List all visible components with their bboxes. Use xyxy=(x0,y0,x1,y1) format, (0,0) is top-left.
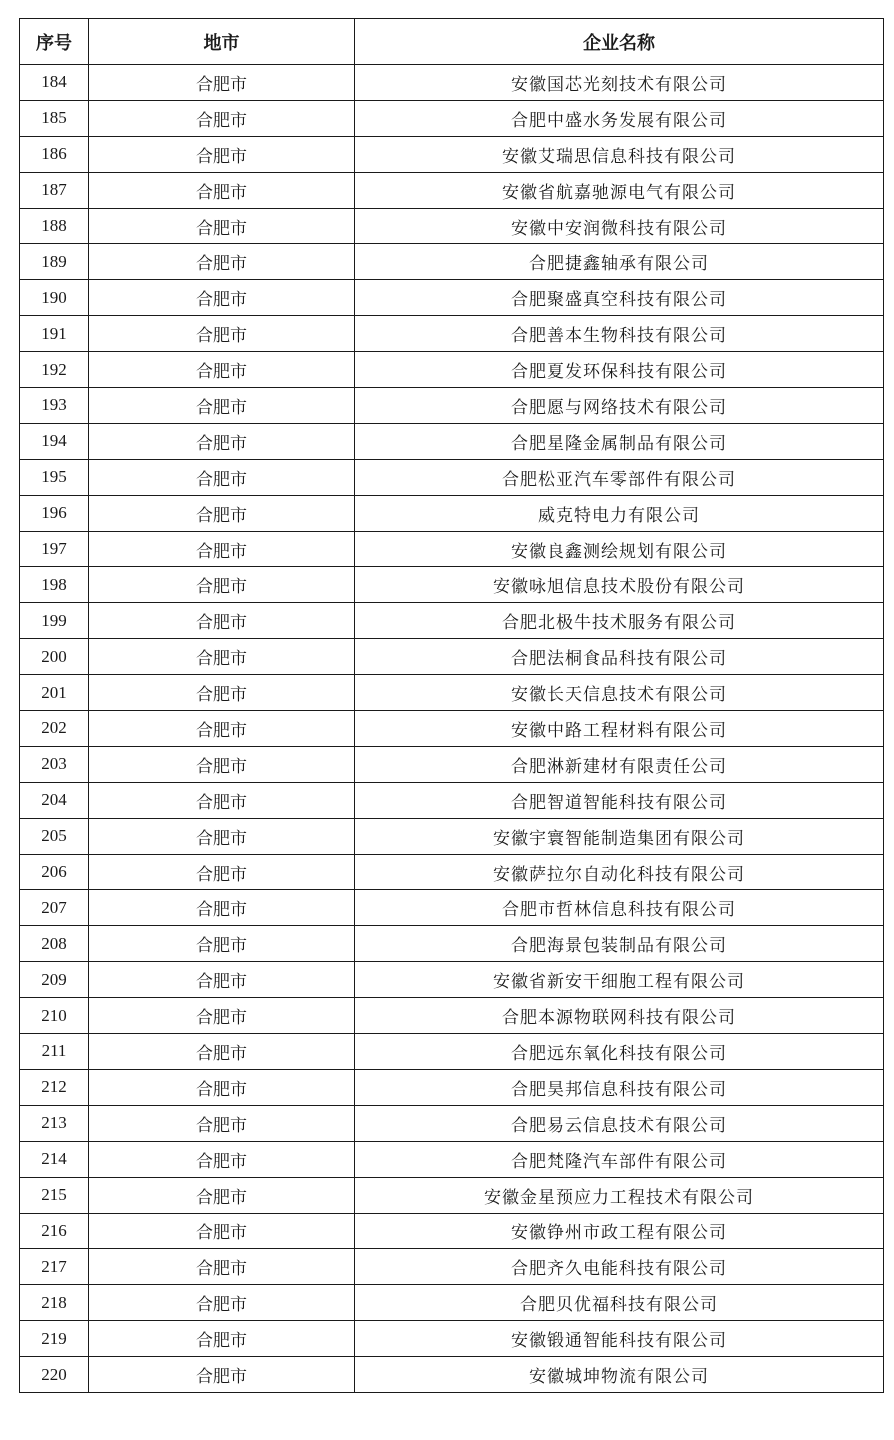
serial-number-cell: 191 xyxy=(20,316,89,352)
table-row xyxy=(20,388,884,424)
company-name-cell: 合肥智道智能科技有限公司 xyxy=(355,782,884,818)
company-name-cell: 合肥捷鑫轴承有限公司 xyxy=(355,244,884,280)
company-name-cell: 合肥善本生物科技有限公司 xyxy=(355,316,884,352)
company-name-cell: 合肥齐久电能科技有限公司 xyxy=(355,1249,884,1285)
serial-number-cell: 195 xyxy=(20,459,89,495)
company-name-cell: 合肥海景包装制品有限公司 xyxy=(355,926,884,962)
company-name-cell: 安徽中安润微科技有限公司 xyxy=(355,208,884,244)
table-row xyxy=(20,567,884,603)
serial-number-cell: 206 xyxy=(20,854,89,890)
company-name-cell: 合肥昊邦信息科技有限公司 xyxy=(355,1069,884,1105)
serial-number-cell: 203 xyxy=(20,746,89,782)
company-name-cell: 安徽中路工程材料有限公司 xyxy=(355,711,884,747)
city-cell: 合肥市 xyxy=(89,603,355,639)
table-row xyxy=(20,459,884,495)
serial-number-cell: 212 xyxy=(20,1069,89,1105)
company-name-cell: 合肥法桐食品科技有限公司 xyxy=(355,639,884,675)
company-name-cell: 合肥北极牛技术服务有限公司 xyxy=(355,603,884,639)
table-header xyxy=(20,19,884,65)
city-cell: 合肥市 xyxy=(89,352,355,388)
header-row xyxy=(20,19,884,65)
company-name-cell: 安徽长天信息技术有限公司 xyxy=(355,675,884,711)
serial-number-cell: 211 xyxy=(20,1034,89,1070)
serial-number-cell: 205 xyxy=(20,818,89,854)
city-cell: 合肥市 xyxy=(89,746,355,782)
city-cell: 合肥市 xyxy=(89,459,355,495)
city-cell: 合肥市 xyxy=(89,962,355,998)
company-name-cell: 安徽萨拉尔自动化科技有限公司 xyxy=(355,854,884,890)
table-row xyxy=(20,854,884,890)
table-row xyxy=(20,531,884,567)
city-cell: 合肥市 xyxy=(89,531,355,567)
serial-number-cell: 190 xyxy=(20,280,89,316)
table-row xyxy=(20,746,884,782)
company-name-cell: 安徽省航嘉驰源电气有限公司 xyxy=(355,172,884,208)
header-serial-number: 序号 xyxy=(20,19,89,65)
serial-number-cell: 218 xyxy=(20,1285,89,1321)
city-cell: 合肥市 xyxy=(89,316,355,352)
serial-number-cell: 204 xyxy=(20,782,89,818)
company-name-cell: 安徽宇寰智能制造集团有限公司 xyxy=(355,818,884,854)
table-row xyxy=(20,818,884,854)
serial-number-cell: 187 xyxy=(20,172,89,208)
table-row xyxy=(20,100,884,136)
company-list-document xyxy=(19,18,883,1393)
city-cell: 合肥市 xyxy=(89,1105,355,1141)
serial-number-cell: 217 xyxy=(20,1249,89,1285)
table-row xyxy=(20,675,884,711)
company-name-cell: 合肥市哲林信息科技有限公司 xyxy=(355,890,884,926)
table-row xyxy=(20,316,884,352)
serial-number-cell: 196 xyxy=(20,495,89,531)
city-cell: 合肥市 xyxy=(89,100,355,136)
company-name-cell: 安徽艾瑞思信息科技有限公司 xyxy=(355,136,884,172)
table-row xyxy=(20,1213,884,1249)
header-company-name: 企业名称 xyxy=(355,19,884,65)
city-cell: 合肥市 xyxy=(89,1321,355,1357)
city-cell: 合肥市 xyxy=(89,675,355,711)
company-name-cell: 安徽省新安干细胞工程有限公司 xyxy=(355,962,884,998)
table-row xyxy=(20,1177,884,1213)
city-cell: 合肥市 xyxy=(89,926,355,962)
city-cell: 合肥市 xyxy=(89,1141,355,1177)
serial-number-cell: 215 xyxy=(20,1177,89,1213)
city-cell: 合肥市 xyxy=(89,854,355,890)
city-cell: 合肥市 xyxy=(89,423,355,459)
city-cell: 合肥市 xyxy=(89,388,355,424)
table-row xyxy=(20,1141,884,1177)
table-row xyxy=(20,1034,884,1070)
table-row xyxy=(20,172,884,208)
serial-number-cell: 197 xyxy=(20,531,89,567)
serial-number-cell: 209 xyxy=(20,962,89,998)
city-cell: 合肥市 xyxy=(89,65,355,101)
company-name-cell: 合肥愿与网络技术有限公司 xyxy=(355,388,884,424)
company-table xyxy=(19,18,884,1393)
city-cell: 合肥市 xyxy=(89,244,355,280)
serial-number-cell: 184 xyxy=(20,65,89,101)
city-cell: 合肥市 xyxy=(89,1285,355,1321)
company-name-cell: 合肥淋新建材有限责任公司 xyxy=(355,746,884,782)
company-name-cell: 安徽国芯光刻技术有限公司 xyxy=(355,65,884,101)
city-cell: 合肥市 xyxy=(89,998,355,1034)
city-cell: 合肥市 xyxy=(89,1249,355,1285)
table-row xyxy=(20,423,884,459)
city-cell: 合肥市 xyxy=(89,1069,355,1105)
serial-number-cell: 202 xyxy=(20,711,89,747)
company-name-cell: 安徽金星预应力工程技术有限公司 xyxy=(355,1177,884,1213)
serial-number-cell: 188 xyxy=(20,208,89,244)
city-cell: 合肥市 xyxy=(89,567,355,603)
serial-number-cell: 220 xyxy=(20,1357,89,1393)
company-name-cell: 合肥夏发环保科技有限公司 xyxy=(355,352,884,388)
table-row xyxy=(20,1249,884,1285)
serial-number-cell: 219 xyxy=(20,1321,89,1357)
company-name-cell: 安徽铮州市政工程有限公司 xyxy=(355,1213,884,1249)
table-row xyxy=(20,208,884,244)
company-name-cell: 安徽城坤物流有限公司 xyxy=(355,1357,884,1393)
serial-number-cell: 216 xyxy=(20,1213,89,1249)
company-name-cell: 合肥聚盛真空科技有限公司 xyxy=(355,280,884,316)
company-name-cell: 安徽良鑫测绘规划有限公司 xyxy=(355,531,884,567)
city-cell: 合肥市 xyxy=(89,172,355,208)
table-row xyxy=(20,352,884,388)
table-row xyxy=(20,1069,884,1105)
serial-number-cell: 194 xyxy=(20,423,89,459)
table-row xyxy=(20,926,884,962)
company-name-cell: 合肥贝优福科技有限公司 xyxy=(355,1285,884,1321)
city-cell: 合肥市 xyxy=(89,711,355,747)
table-row xyxy=(20,711,884,747)
table-row xyxy=(20,639,884,675)
table-row xyxy=(20,1105,884,1141)
serial-number-cell: 213 xyxy=(20,1105,89,1141)
company-name-cell: 安徽锻通智能科技有限公司 xyxy=(355,1321,884,1357)
table-body xyxy=(20,65,884,1393)
serial-number-cell: 210 xyxy=(20,998,89,1034)
company-name-cell: 合肥松亚汽车零部件有限公司 xyxy=(355,459,884,495)
company-name-cell: 合肥本源物联网科技有限公司 xyxy=(355,998,884,1034)
company-name-cell: 合肥梵隆汽车部件有限公司 xyxy=(355,1141,884,1177)
company-name-cell: 合肥远东氧化科技有限公司 xyxy=(355,1034,884,1070)
table-row xyxy=(20,1357,884,1393)
company-name-cell: 威克特电力有限公司 xyxy=(355,495,884,531)
table-row xyxy=(20,65,884,101)
table-row xyxy=(20,1285,884,1321)
serial-number-cell: 214 xyxy=(20,1141,89,1177)
serial-number-cell: 193 xyxy=(20,388,89,424)
table-row xyxy=(20,603,884,639)
company-name-cell: 合肥星隆金属制品有限公司 xyxy=(355,423,884,459)
city-cell: 合肥市 xyxy=(89,280,355,316)
serial-number-cell: 186 xyxy=(20,136,89,172)
serial-number-cell: 207 xyxy=(20,890,89,926)
company-name-cell: 安徽咏旭信息技术股份有限公司 xyxy=(355,567,884,603)
table-row xyxy=(20,890,884,926)
table-row xyxy=(20,782,884,818)
city-cell: 合肥市 xyxy=(89,136,355,172)
city-cell: 合肥市 xyxy=(89,782,355,818)
table-row xyxy=(20,495,884,531)
city-cell: 合肥市 xyxy=(89,1357,355,1393)
city-cell: 合肥市 xyxy=(89,495,355,531)
header-city: 地市 xyxy=(89,19,355,65)
table-row xyxy=(20,1321,884,1357)
city-cell: 合肥市 xyxy=(89,1177,355,1213)
city-cell: 合肥市 xyxy=(89,818,355,854)
table-row xyxy=(20,962,884,998)
table-row xyxy=(20,280,884,316)
city-cell: 合肥市 xyxy=(89,639,355,675)
table-row xyxy=(20,998,884,1034)
city-cell: 合肥市 xyxy=(89,890,355,926)
serial-number-cell: 185 xyxy=(20,100,89,136)
company-name-cell: 合肥易云信息技术有限公司 xyxy=(355,1105,884,1141)
serial-number-cell: 198 xyxy=(20,567,89,603)
company-name-cell: 合肥中盛水务发展有限公司 xyxy=(355,100,884,136)
city-cell: 合肥市 xyxy=(89,208,355,244)
serial-number-cell: 208 xyxy=(20,926,89,962)
table-row xyxy=(20,136,884,172)
serial-number-cell: 189 xyxy=(20,244,89,280)
table-row xyxy=(20,244,884,280)
serial-number-cell: 192 xyxy=(20,352,89,388)
city-cell: 合肥市 xyxy=(89,1213,355,1249)
serial-number-cell: 199 xyxy=(20,603,89,639)
city-cell: 合肥市 xyxy=(89,1034,355,1070)
serial-number-cell: 200 xyxy=(20,639,89,675)
serial-number-cell: 201 xyxy=(20,675,89,711)
